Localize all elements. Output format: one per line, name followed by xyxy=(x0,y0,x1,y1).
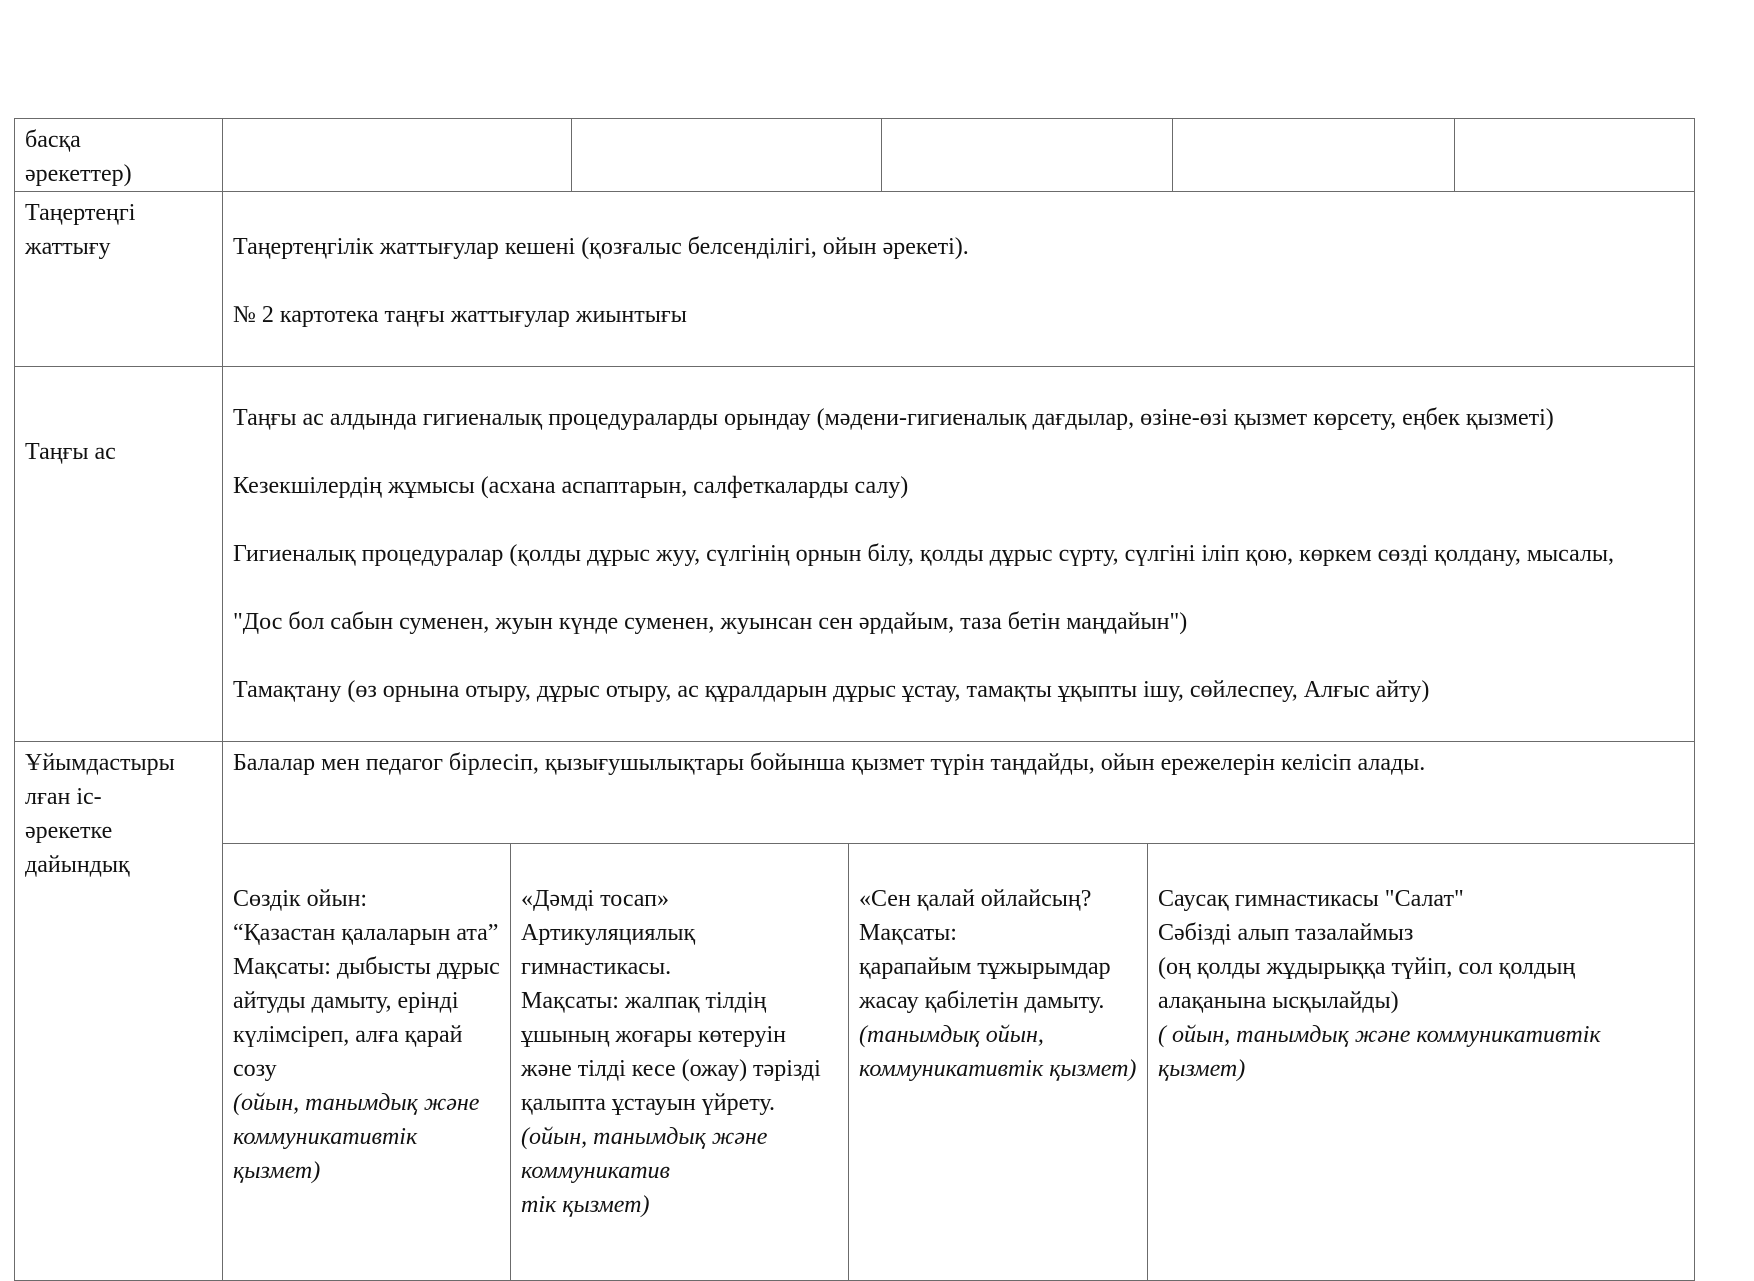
empty-cell xyxy=(1455,119,1695,192)
content-line: Гигиеналық процедуралар (қолды дұрыс жуу, сүлгінің орнын білу, қолды дұрыс сүрту, сүлгіні іліп қою, көркем сөзді қолдану, мысалы, xyxy=(233,541,1615,567)
content-line: Таңертеңгілік жаттығулар кешені (қозғалыс белсенділігі, ойын әрекеті). xyxy=(233,234,969,260)
row-morning-exercise xyxy=(15,192,1695,367)
morning-exercise-content xyxy=(223,192,1695,367)
empty-cell xyxy=(223,119,572,192)
content-line: "Дос бол сабын суменен, жуын күнде суменен, жуынсан сен әрдайым, таза бетін маңдайын") xyxy=(233,609,1188,635)
activity-text: «Дәмді тосап» Артикуляциялық гимнастикасы. Мақсаты: жалпақ тілдің ұшының жоғары көтеруін және тілді кесе (ожау) тәрізді қалыпта ұстауын үйрету. xyxy=(521,886,821,1116)
row-preparation-intro xyxy=(15,742,1695,844)
row-other-activities xyxy=(15,119,1695,192)
activity-note: (ойын, танымдық және коммуникатив тік қызмет) xyxy=(521,1124,768,1218)
row-label-morning-exercise: Таңертеңгі жаттығу xyxy=(15,192,223,367)
content-line: Тамақтану (өз орнына отыру, дұрыс отыру, ас құралдарын дұрыс ұстау, тамақты ұқыпты ішу, сөйлеспеу, Алғыс айту) xyxy=(233,677,1430,703)
breakfast-content xyxy=(223,367,1695,742)
empty-cell xyxy=(1173,119,1455,192)
row-label-preparation: Ұйымдастыры лған іс- әрекетке дайындық xyxy=(15,742,223,1281)
activity-cell xyxy=(849,844,1148,1281)
empty-cell xyxy=(572,119,882,192)
content-line: № 2 картотека таңғы жаттығулар жиынтығы xyxy=(233,302,687,328)
row-breakfast xyxy=(15,367,1695,742)
activity-cell xyxy=(1148,844,1695,1281)
content-line: Таңғы ас алдында гигиеналық процедураларды орындау (мәдени-гигиеналық дағдылар, өзіне-өзі қызмет көрсету, еңбек қызметі) xyxy=(233,405,1554,431)
empty-cell xyxy=(882,119,1173,192)
row-label-breakfast-text: Таңғы ас xyxy=(25,439,116,465)
content-line: Кезекшілердің жұмысы (асхана аспаптарын, салфеткаларды салу) xyxy=(233,473,909,499)
schedule-table xyxy=(14,118,1695,1281)
activity-text: Сөздік ойын: “Қазастан қалаларын ата” Мақсаты: дыбысты дұрыс айтуды дамыту, ерінді күлімсіреп, алға қарай созу xyxy=(233,886,500,1082)
activity-text: Саусақ гимнастикасы "Салат" Сәбізді алып тазалаймыз (оң қолды жұдырыққа түйіп, сол қолдың алақанына ысқылайды) xyxy=(1158,886,1576,1014)
preparation-intro: Балалар мен педагог бірлесіп, қызығушылықтары бойынша қызмет түрін таңдайды, ойын ережелерін келісіп алады. xyxy=(223,742,1695,844)
activity-cell xyxy=(511,844,849,1281)
activity-text: «Сен қалай ойлайсың? Мақсаты: қарапайым тұжырымдар жасау қабілетін дамыту. xyxy=(859,886,1111,1014)
activity-note: (танымдық ойын, коммуникативтік қызмет) xyxy=(859,1022,1137,1082)
row-label-other: басқа әрекеттер) xyxy=(15,119,223,192)
row-label-breakfast xyxy=(15,367,223,742)
activity-note: ( ойын, танымдық және коммуникативтік қызмет) xyxy=(1158,1022,1601,1082)
activity-cell xyxy=(223,844,511,1281)
row-preparation-activities xyxy=(15,844,1695,1281)
activity-note: (ойын, танымдық және коммуникативтік қызмет) xyxy=(233,1090,480,1184)
